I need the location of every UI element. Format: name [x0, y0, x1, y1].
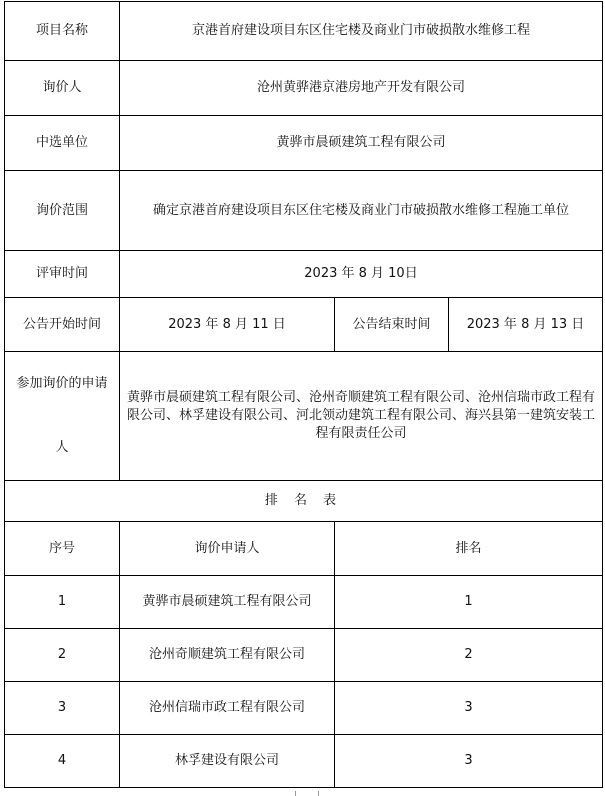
ranking-row-rank: 3 [335, 735, 603, 788]
ranking-row-no: 2 [5, 629, 120, 682]
ranking-col-applicant: 询价申请人 [120, 522, 335, 576]
inquirer-value: 沧州黄骅港京港房地产开发有限公司 [120, 61, 603, 116]
inquirer-label: 询价人 [5, 61, 120, 116]
scope-value: 确定京港首府建设项目东区住宅楼及商业门市破损散水维修工程施工单位 [120, 171, 603, 251]
ranking-row-rank: 1 [335, 576, 603, 629]
table-row [5, 576, 603, 629]
participants-label [5, 352, 120, 481]
winner-label: 中选单位 [5, 116, 120, 171]
ranking-row-no: 3 [5, 682, 120, 735]
notice-period-row [5, 298, 603, 352]
ranking-row-no: 1 [5, 576, 120, 629]
ranking-row-rank: 3 [335, 682, 603, 735]
notice-start-value: 2023 年 8 月 11 日 [120, 298, 335, 352]
scope-label: 询价范围 [5, 171, 120, 251]
notice-start-label: 公告开始时间 [5, 298, 120, 352]
table-row [5, 682, 603, 735]
notice-end-value: 2023 年 8 月 13 日 [449, 298, 603, 352]
review-time-row [5, 251, 603, 298]
ranking-row-applicant: 黄骅市晨硕建筑工程有限公司 [120, 576, 335, 629]
review-time-value: 2023 年 8 月 10日 [120, 251, 603, 298]
next-row-border-stub [295, 791, 319, 796]
ranking-col-rank: 排名 [335, 522, 603, 576]
ranking-row-applicant: 林孚建设有限公司 [120, 735, 335, 788]
table-row [5, 735, 603, 788]
project-name-value: 京港首府建设项目东区住宅楼及商业门市破损散水维修工程 [120, 2, 603, 61]
inquirer-row [5, 61, 603, 116]
participants-value: 黄骅市晨硕建筑工程有限公司、沧州奇顺建筑工程有限公司、沧州信瑞市政工程有限公司、林孚建设有限公司、河北领动建筑工程有限公司、海兴县第一建筑安装工程有限责任公司 [120, 352, 603, 481]
table-row [5, 629, 603, 682]
ranking-row-no: 4 [5, 735, 120, 788]
review-time-label: 评审时间 [5, 251, 120, 298]
participants-label-text: 参加询价的申请人 [16, 376, 108, 455]
project-name-row [5, 2, 603, 61]
project-name-label: 项目名称 [5, 2, 120, 61]
ranking-title: 排 名 表 [5, 481, 603, 522]
scope-row [5, 171, 603, 251]
winner-value: 黄骅市晨硕建筑工程有限公司 [120, 116, 603, 171]
winner-row [5, 116, 603, 171]
ranking-title-row [5, 481, 603, 522]
inquiry-result-table [4, 1, 603, 788]
ranking-header-row [5, 522, 603, 576]
participants-row [5, 352, 603, 481]
ranking-row-applicant: 沧州奇顺建筑工程有限公司 [120, 629, 335, 682]
ranking-col-no: 序号 [5, 522, 120, 576]
ranking-row-applicant: 沧州信瑞市政工程有限公司 [120, 682, 335, 735]
ranking-row-rank: 2 [335, 629, 603, 682]
notice-end-label: 公告结束时间 [335, 298, 449, 352]
